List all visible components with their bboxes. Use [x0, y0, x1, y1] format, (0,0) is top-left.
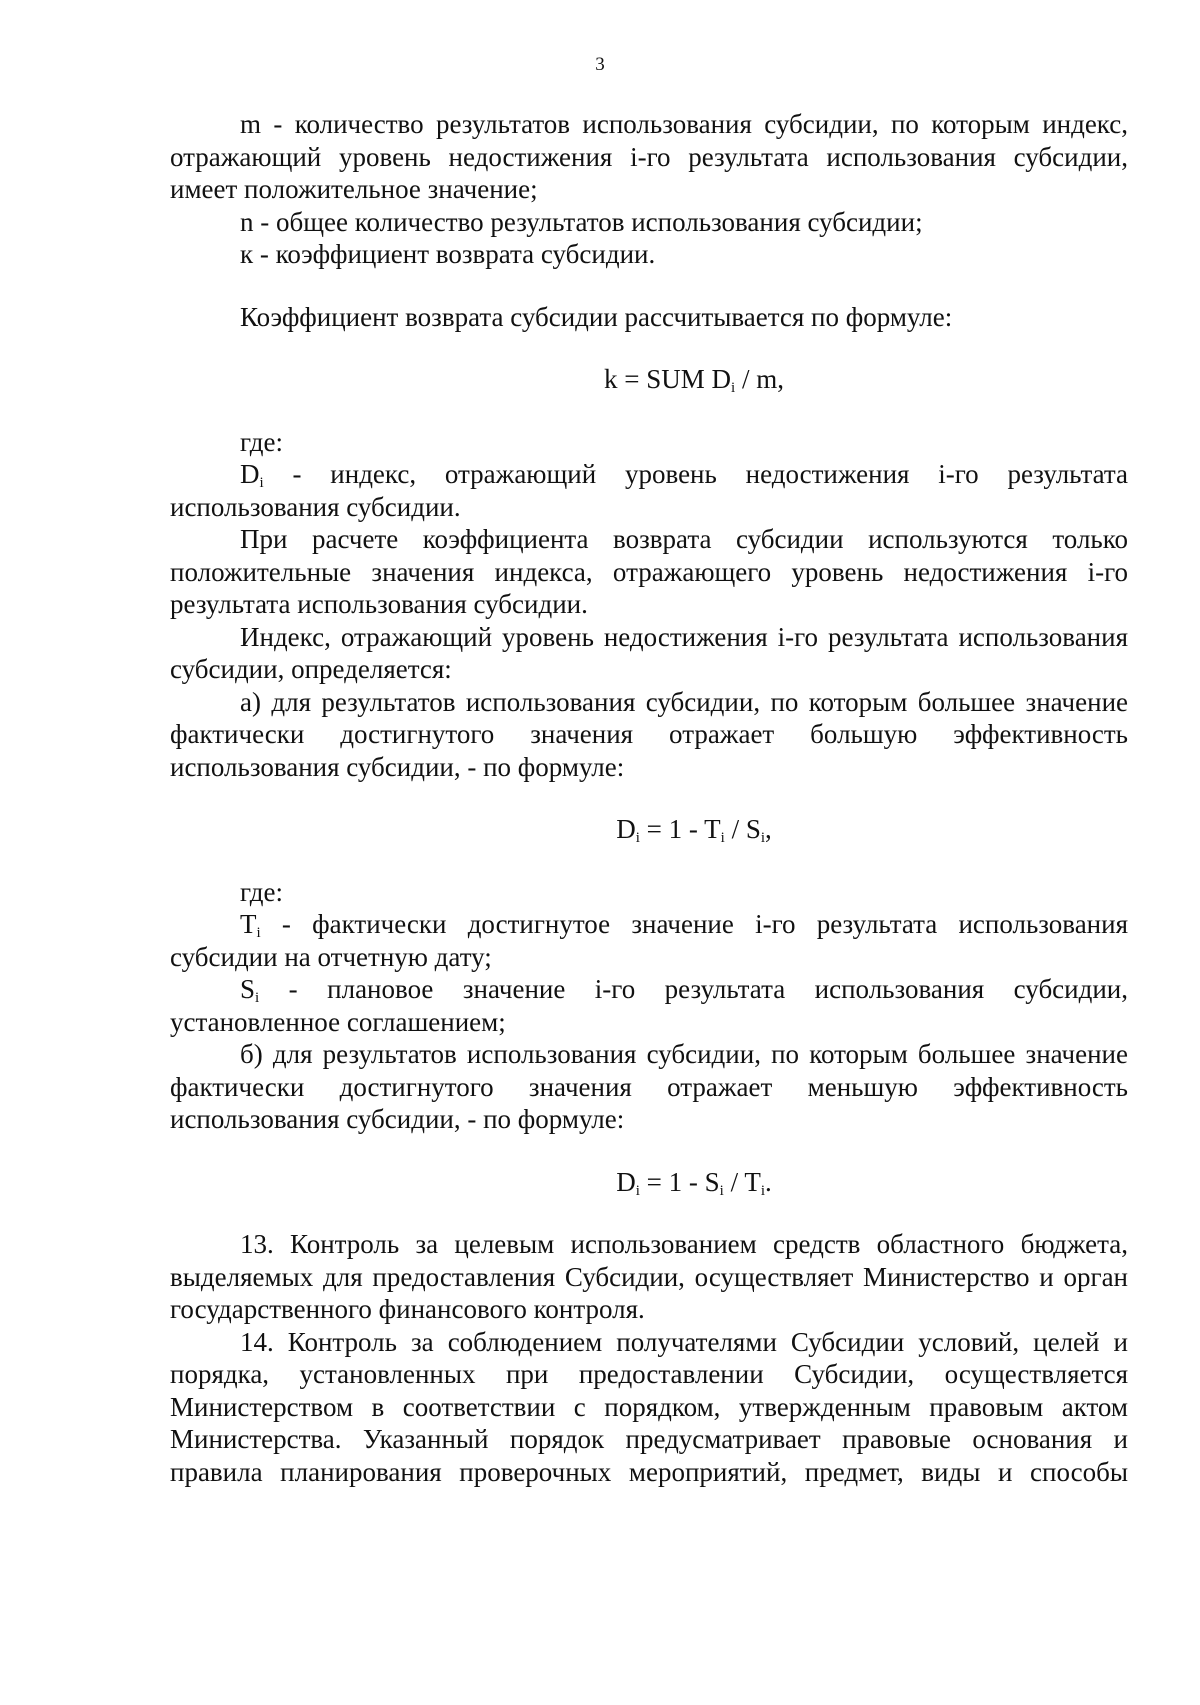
- paragraph-13-control: 13. Контроль за целевым использованием средств областного бюджета, выделяемых для предоставления Субсидии, осуществляет Министерство и орган государственного финансового контроля.: [170, 1229, 1128, 1324]
- paragraph-k-definition: к - коэффициент возврата субсидии.: [240, 239, 656, 269]
- formula-d-case-a: $D_i = 1 - T_i / S_i$,: [616, 814, 772, 846]
- paragraph-m-definition: m - количество результатов использования субсидии, по которым индекс, отражающий уровень недостижения i-го результата использования субсидии, имеет положительное значение;: [170, 109, 1128, 204]
- paragraph-formula-intro: Коэффициент возврата субсидии рассчитывается по формуле:: [240, 301, 953, 332]
- paragraph-positive-values: При расчете коэффициента возврата субсидии используются только положительные значения индекса, отражающего уровень недостижения i-го результата использования субсидии.: [170, 524, 1128, 619]
- paragraph-14-control: 14. Контроль за соблюдением получателями Субсидии условий, целей и порядка, установленных при предоставлении Субсидии, осуществляется Министерством в соответствии с порядком, утвержденным правовым актом Министерства. Указанный порядок предусматривает правовые основания и правила планирования проверочных мероприятий, предмет, виды и способы: [170, 1326, 1128, 1487]
- formula-k: k = SUM $D_i$ / m,: [604, 364, 784, 396]
- document-body: [170, 108, 1128, 1488]
- paragraph-n-definition: n - общее количество результатов использования субсидии;: [240, 206, 923, 237]
- paragraph-index-determination: Индекс, отражающий уровень недостижения i-го результата использования субсидии, определяется:: [170, 621, 1128, 684]
- paragraph-d-definition: $D_i$ - индекс, отражающий уровень недостижения i-го результата использования субсидии.: [170, 459, 1128, 522]
- page-number: 3: [595, 54, 605, 75]
- paragraph-t-definition: $T_i$ - фактически достигнутое значение i-го результата использования субсидии на отчетную дату;: [170, 909, 1128, 972]
- formula-d-case-b: $D_i = 1 - S_i / T_i$.: [616, 1166, 772, 1199]
- where-label-2: где:: [240, 876, 283, 907]
- paragraph-case-b: б) для результатов использования субсидии, по которым большее значение фактически достигнутого значения отражает меньшую эффективность использования субсидии, - по формуле:: [170, 1039, 1128, 1134]
- where-label: где:: [240, 426, 283, 457]
- paragraph-case-a: а) для результатов использования субсидии, по которым большее значение фактически достигнутого значения отражает большую эффективность использования субсидии, - по формуле:: [170, 686, 1128, 782]
- paragraph-s-definition: $S_i$ - плановое значение i-го результата использования субсидии, установленное соглашением;: [170, 974, 1128, 1037]
